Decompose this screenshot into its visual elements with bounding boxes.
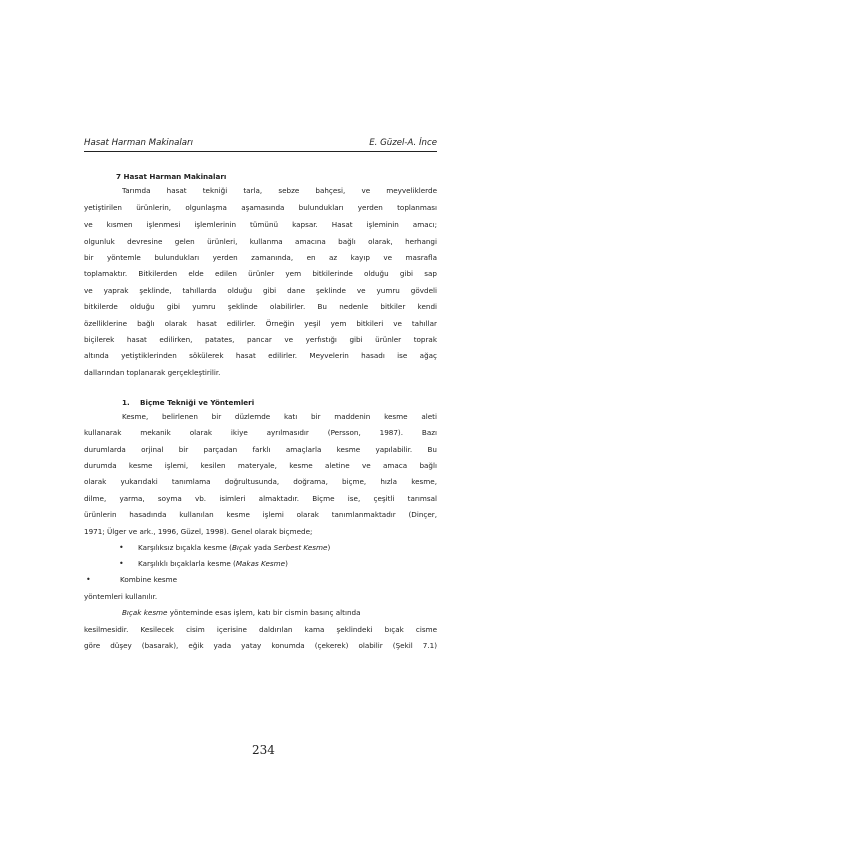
paragraph-line: dilme, yarma, soyma vb. isimleri almaktadır. Biçme ise, çeşitli tarımsal: [84, 494, 437, 503]
header-title: Hasat Harman Makinaları: [84, 138, 193, 148]
paragraph-line: kullanarak mekanik olarak ikiye ayrılmasıdır (Persson, 1987). Bazı: [84, 428, 437, 437]
running-header: [84, 138, 437, 152]
bullet-item: [138, 543, 330, 553]
bullet-italic-term: Makas Kesme: [235, 559, 286, 568]
paragraph-line: göre düşey (basarak), eğik yada yatay konumda (çekerek) olabilir (Şekil 7.1): [84, 641, 437, 650]
paragraph-line: altında yetiştiklerinden sökülerek hasat edilirler. Meyvelerin hasadı ise ağaç: [84, 351, 437, 360]
bullet-text: Karşılıklı bıçaklarla kesme (: [138, 559, 236, 568]
line-text: yönteminde esas işlem, katı bir cismin basınç altında: [167, 608, 361, 617]
paragraph-line: Tarımda hasat tekniği tarla, sebze bahçesi, ve meyveliklerde: [122, 186, 437, 195]
bullet-italic-term: Bıçak: [232, 543, 252, 552]
bullet-text: ): [327, 543, 331, 552]
paragraph-line: ve kısmen işlenmesi işlemlerinin tümünü kapsar. Hasat işleminin amacı;: [84, 220, 437, 229]
paragraph-line: [122, 608, 360, 618]
bullet-item: [138, 559, 288, 569]
paragraph-line: kesilmesidir. Kesilecek cisim içerisine daldırılan kama şeklindeki bıçak cisme: [84, 625, 437, 634]
bullet-marker: •: [86, 575, 91, 584]
paragraph-line: özelliklerine bağlı olarak hasat edilirler. Örneğin yeşil yem bitkileri ve tahıllar: [84, 319, 437, 328]
paragraph-line: yöntemleri kullanılır.: [84, 592, 158, 601]
italic-term: Bıçak kesme: [122, 608, 168, 617]
bullet-text: ): [285, 559, 288, 568]
section-title: 7 Hasat Harman Makinaları: [116, 172, 227, 181]
bullet-italic-term: Serbest Kesme: [273, 543, 328, 552]
bullet-text: Karşılıksız bıçakla kesme (: [138, 543, 232, 552]
paragraph-line: olgunluk devresine gelen ürünleri, kullanma amacına bağlı olarak, herhangi: [84, 237, 437, 246]
page-number: 234: [252, 743, 275, 757]
paragraph-line: toplamaktır. Bitkilerden elde edilen ürünler yem bitkilerinde olduğu gibi sap: [84, 269, 437, 278]
bullet-marker: •: [119, 543, 124, 552]
paragraph-line: Kesme, belirlenen bir düzlemde katı bir maddenin kesme aleti: [122, 412, 437, 421]
paragraph-line: durumlarda orjinal bir parçadan farklı amaçlarla kesme yapılabilir. Bu: [84, 445, 437, 454]
subsection-number: 1.: [122, 398, 130, 407]
paragraph-line: bir yöntemle bulundukları yerden zamanında, en az kayıp ve masrafla: [84, 253, 437, 262]
paragraph-line: biçilerek hasat edilirken, patates, pancar ve yerfıstığı gibi ürünler toprak: [84, 335, 437, 344]
paragraph-line: ve yaprak şeklinde, tahıllarda olduğu gibi dane şeklinde ve yumru gövdeli: [84, 286, 437, 295]
bullet-text: yada: [251, 543, 274, 552]
bullet-item: Kombine kesme: [120, 575, 178, 584]
paragraph-line: 1971; Ülger ve ark., 1996, Güzel, 1998). Genel olarak biçmede;: [84, 527, 313, 536]
subsection-title: Biçme Tekniği ve Yöntemleri: [140, 398, 255, 407]
paragraph-line: bitkilerde olduğu gibi yumru şeklinde olabilirler. Bu nedenle bitkiler kendi: [84, 302, 437, 311]
paragraph-line: dallarından toplanarak gerçekleştirilir.: [84, 368, 221, 377]
paragraph-line: ürünlerin hasadında kullanılan kesme işlemi olarak tanımlanmaktadır (Dinçer,: [84, 510, 437, 519]
header-authors: E. Güzel-A. İnce: [369, 138, 437, 148]
paragraph-line: yetiştirilen ürünlerin, olgunlaşma aşamasında bulundukları yerden toplanması: [84, 203, 437, 212]
paragraph-line: olarak yukarıdaki tanımlama doğrultusunda, doğrama, biçme, hızla kesme,: [84, 477, 437, 486]
paragraph-line: durumda kesme işlemi, kesilen materyale, kesme aletine ve amaca bağlı: [84, 461, 437, 470]
bullet-marker: •: [119, 559, 124, 568]
